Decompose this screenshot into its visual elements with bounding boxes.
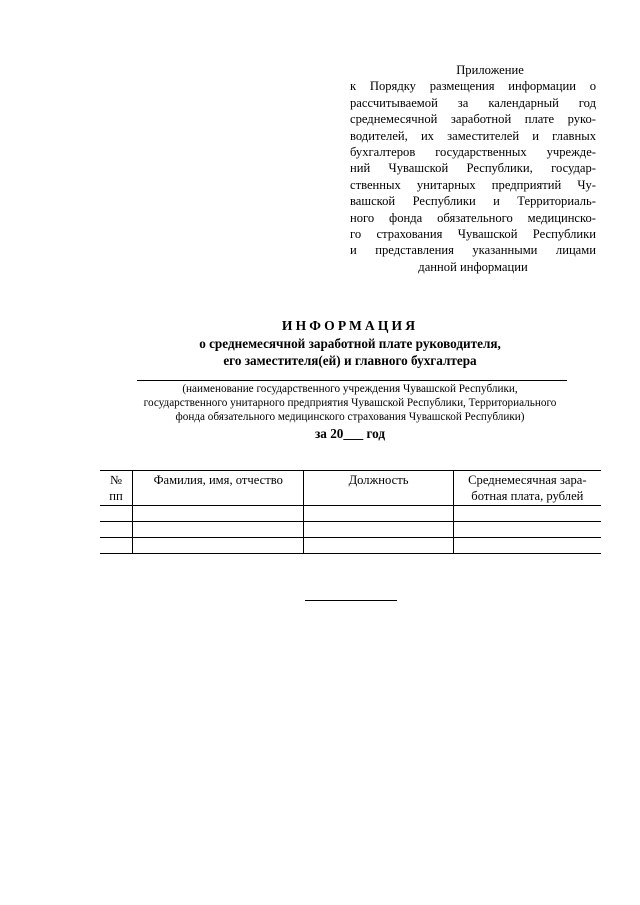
table-cell — [453, 522, 601, 538]
appendix-heading: Приложение — [456, 63, 524, 77]
appendix-line: го страхования Чувашской Республики — [350, 227, 596, 242]
appendix-line: ственных унитарных предприятий Чу- — [350, 177, 596, 192]
table-cell — [453, 506, 601, 522]
header-position — [304, 471, 453, 506]
header-number-line-1: № — [110, 473, 123, 487]
organization-name-line — [137, 380, 567, 381]
subtitle-line-1: о среднемесячной заработной плате руководителя, — [199, 336, 501, 351]
header-position-label: Должность — [348, 473, 409, 487]
appendix-line: ний Чувашской Республики, государ- — [350, 161, 596, 176]
header-full-name-label: Фамилия, имя, отчество — [153, 473, 283, 487]
year-line: за 20___ год — [315, 426, 385, 441]
header-full-name — [133, 471, 304, 506]
org-caption-line-1: (наименование государственного учреждения Чувашской Республики, — [182, 383, 518, 395]
salary-table — [100, 470, 601, 554]
table-header-row — [100, 471, 601, 506]
table-row — [100, 506, 601, 522]
appendix-block — [350, 62, 596, 275]
table-cell — [100, 506, 133, 522]
table-row — [100, 522, 601, 538]
appendix-line: бухгалтеров государственных учрежде- — [350, 145, 596, 160]
table-cell — [100, 538, 133, 554]
appendix-line: ного фонда обязательного медицинско- — [350, 210, 596, 225]
subtitle-line-2: его заместителя(ей) и главного бухгалтера — [223, 352, 477, 368]
table-cell — [133, 522, 304, 538]
table-cell — [453, 538, 601, 554]
appendix-line: и представления указанными лицами — [350, 243, 596, 258]
appendix-line: вашской Республики и Территориаль- — [350, 194, 596, 209]
end-of-document-rule — [305, 600, 397, 601]
table-cell — [133, 506, 304, 522]
document-subtitle — [100, 336, 600, 369]
header-salary-line-2: ботная плата, рублей — [471, 489, 584, 503]
org-caption-line-3: фонда обязательного медицинского страхования Чувашской Республики) — [175, 411, 525, 423]
org-caption-line-2: государственного унитарного предприятия Чувашской Республики, Территориального — [143, 397, 557, 409]
table-cell — [304, 506, 453, 522]
document-title: ИНФОРМАЦИЯ — [281, 318, 419, 333]
table-cell — [133, 538, 304, 554]
header-number — [100, 471, 133, 506]
table-row — [100, 538, 601, 554]
appendix-line: водителей, их заместителей и главных — [350, 128, 596, 143]
header-number-line-2: пп — [109, 489, 123, 503]
appendix-line: к Порядку размещения информации о — [350, 79, 596, 94]
header-average-salary — [453, 471, 601, 506]
organization-caption — [100, 382, 600, 424]
table-cell — [100, 522, 133, 538]
appendix-last-line: данной информации — [418, 259, 528, 274]
header-salary-line-1: Среднемесячная зара- — [468, 473, 587, 487]
appendix-line: среднемесячной заработной плате руко- — [350, 112, 596, 127]
table-cell — [304, 522, 453, 538]
appendix-line: рассчитываемой за календарный год — [350, 95, 596, 110]
table-cell — [304, 538, 453, 554]
